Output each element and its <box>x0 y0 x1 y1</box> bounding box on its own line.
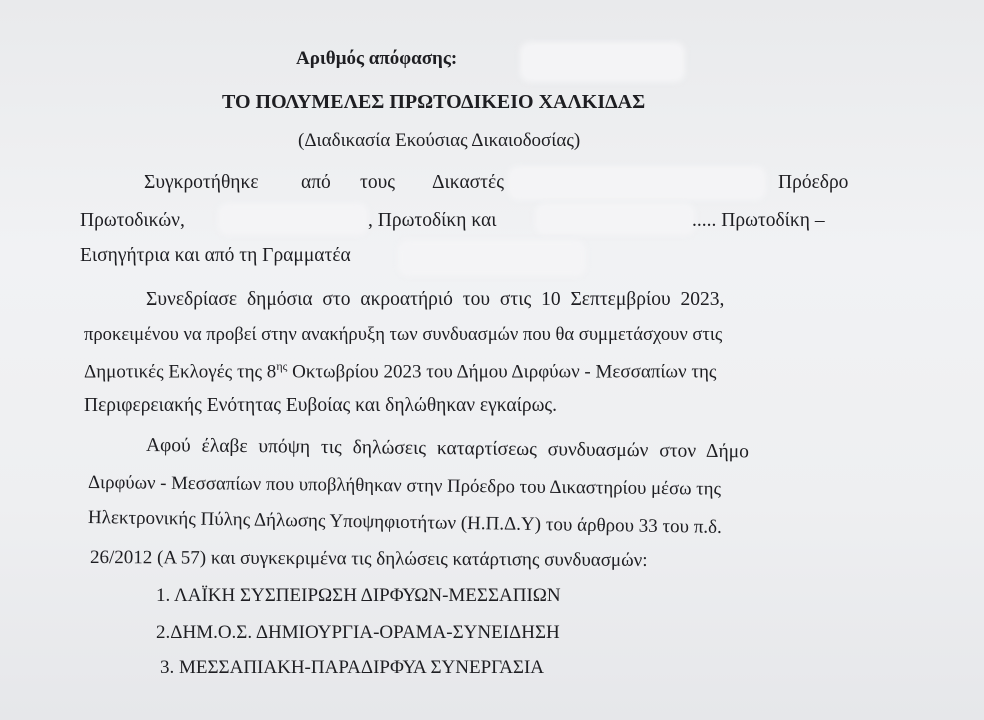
session-line-4: Περιφερειακής Ενότητας Ευβοίας και δηλώθηκαν εγκαίρως. <box>84 395 558 416</box>
session-line-2: προκειμένου να προβεί στην ανακήρυξη των συνδυασμών που θα συμμετάσχουν στις <box>84 324 723 345</box>
considered-line-3: Ηλεκτρονικής Πύλης Δήλωσης Υποψηφιοτήτων (Η.Π.Δ.Υ) του άρθρου 33 του π.δ. <box>87 507 723 538</box>
list-item: 2.ΔΗΜ.Ο.Σ. ΔΗΜΙΟΥΡΓΙΑ-ΟΡΑΜΑ-ΣΥΝΕΙΔΗΣΗ <box>156 622 560 643</box>
redaction-judges-line1 <box>508 166 766 200</box>
list-item: 1. ΛΑΪΚΗ ΣΥΣΠΕΙΡΩΣΗ ΔΙΡΦΥΩΝ-ΜΕΣΣΑΠΙΩΝ <box>156 585 561 606</box>
word: Συγκροτήθηκε <box>144 172 259 193</box>
considered-line-2: Διρφύων - Μεσσαπίων που υποβλήθηκαν στην Πρόεδρο του Δικαστηρίου μέσω της <box>87 472 722 500</box>
considered-line-4: 26/2012 (Α 57) και συγκεκριμένα τις δηλώσεις κατάρτισης συνδυασμών: <box>89 547 648 571</box>
word: , Πρωτοδίκη και <box>368 210 497 231</box>
word: από <box>301 172 331 193</box>
text: Δημοτικές Εκλογές της 8 <box>84 361 277 383</box>
redaction-decision-number <box>520 42 685 82</box>
word: Πρωτοδικών, <box>80 210 185 231</box>
superscript: ης <box>276 359 288 373</box>
word: Πρόεδρο <box>778 172 849 193</box>
word: ..... Πρωτοδίκη – <box>692 210 825 231</box>
composition-line-3: Εισηγήτρια και από τη Γραμματέα <box>80 245 351 266</box>
word: τους <box>360 172 395 193</box>
decision-number-label: Αριθμός απόφασης: <box>296 48 458 69</box>
word: Δικαστές <box>432 172 504 193</box>
redaction-judge-2 <box>218 203 368 235</box>
procedure-subtitle: (Διαδικασία Εκούσιας Δικαιοδοσίας) <box>298 130 581 151</box>
redaction-clerk <box>398 240 586 276</box>
list-item: 3. ΜΕΣΣΑΠΙΑΚΗ-ΠΑΡΑΔΙΡΦΥΑ ΣΥΝΕΡΓΑΣΙΑ <box>160 657 545 678</box>
session-line-3 <box>84 359 716 383</box>
redaction-judge-3 <box>535 203 695 235</box>
session-line-1: Συνεδρίασε δημόσια στο ακροατήριό του στις 10 Σεπτεμβρίου 2023, <box>146 289 725 310</box>
text: Οκτωβρίου 2023 του Δήμου Διρφύων - Μεσσαπίων της <box>287 361 717 383</box>
court-name-heading: ΤΟ ΠΟΛΥΜΕΛΕΣ ΠΡΩΤΟΔΙΚΕΙΟ ΧΑΛΚΙΔΑΣ <box>222 91 646 113</box>
considered-line-1: Αφού έλαβε υπόψη τις δηλώσεις καταρτίσεως συνδυασμών στον Δήμο <box>145 435 750 463</box>
